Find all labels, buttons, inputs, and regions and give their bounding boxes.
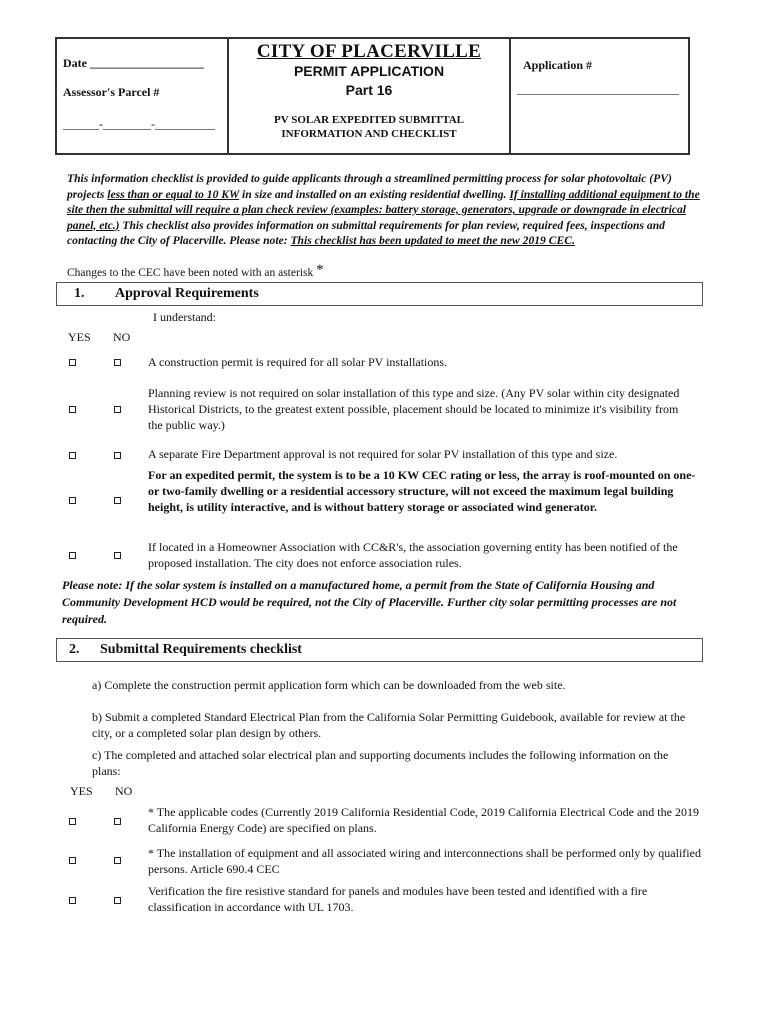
- header-title-cell: [229, 39, 511, 153]
- date-field[interactable]: Date ___________________: [63, 56, 204, 70]
- checklist-item-3: Verification the fire resistive standard for panels and modules have been tested and identified with a fire classification in accordance with UL 1703.: [148, 884, 648, 915]
- checklist-item-2: * The installation of equipment and all associated wiring and interconnections shall be performed only by qualified persons. Article 690.4 CEC: [148, 846, 701, 877]
- i-understand-label: I understand:: [153, 310, 216, 324]
- checklist-2-no-checkbox[interactable]: [114, 857, 121, 864]
- item-4-no-checkbox[interactable]: [114, 497, 121, 504]
- submittal-item-a: a) Complete the construction permit application form which can be downloaded from the web site.: [92, 678, 566, 692]
- section-2-title: Submittal Requirements checklist: [100, 642, 302, 657]
- asterisk-note-text: Changes to the CEC have been noted with an asterisk: [67, 267, 317, 279]
- approval-item-5: If located in a Homeowner Association with CC&R's, the association governing entity has been notified of the proposed installation. The city does not enforce association rules.: [148, 540, 678, 571]
- section-2-number: 2.: [69, 642, 80, 657]
- document-subtitle: [229, 113, 509, 141]
- yes-column-label: YES: [68, 330, 91, 344]
- section-1-header: [56, 282, 703, 306]
- intro-underlined-3: This checklist has been updated to meet the new 2019 CEC.: [290, 234, 575, 247]
- checklist-3-no-checkbox[interactable]: [114, 897, 121, 904]
- item-4-yes-checkbox[interactable]: [69, 497, 76, 504]
- section-2-header: [56, 638, 703, 662]
- item-2-no-checkbox[interactable]: [114, 406, 121, 413]
- permit-title: PERMIT APPLICATION: [293, 63, 445, 79]
- no-column-label: NO: [113, 330, 131, 344]
- intro-underlined-1: less than or equal to 10 KW: [107, 187, 240, 201]
- intro-text-1: This information checklist is provided to guide applicants through a streamlined permitting process for solar photovoltaic (PV) projects: [67, 172, 672, 201]
- approval-item-2: Planning review is not required on solar installation of this type and size. (Any PV solar within city designated Historical Districts, to the greatest extent possible, placement should be located to minimize it's visibility from the public way.): [148, 386, 680, 433]
- subtitle-line-2: INFORMATION AND CHECKLIST: [281, 128, 457, 140]
- part-title: Part 16: [345, 82, 393, 98]
- assessor-parcel-label: Assessor's Parcel #: [63, 85, 160, 99]
- checklist-3-yes-checkbox[interactable]: [69, 897, 76, 904]
- section-1-number: 1.: [74, 286, 85, 301]
- checklist-item-1: * The applicable codes (Currently 2019 California Residential Code, 2019 California Electrical Code and the 2019 California Energy Code) are specified on plans.: [148, 805, 699, 836]
- header-right-cell: [511, 39, 688, 153]
- approval-item-4: For an expedited permit, the system is to be a 10 KW CEC rating or less, the array is roof-mounted on one- or two-family dwelling or a residential accessory structure, will not exceed the maximum legal building height, is utility interactive, and is without battery storage or associated wind generator.: [148, 468, 696, 515]
- intro-paragraph: [67, 171, 707, 249]
- approval-item-3: A separate Fire Department approval is not required for solar PV installation of this type and size.: [148, 447, 618, 461]
- submittal-item-b: b) Submit a completed Standard Electrical Plan from the California Solar Permitting Guidebook, available for review at the city, or a completed solar plan design by others.: [92, 710, 686, 741]
- intro-text-2: in size and installed on an existing residential dwelling.: [239, 187, 510, 201]
- assessor-parcel-field[interactable]: ______-________-__________: [63, 117, 215, 131]
- subtitle-line-1: PV SOLAR EXPEDITED SUBMITTAL: [274, 114, 464, 126]
- item-2-yes-checkbox[interactable]: [69, 406, 76, 413]
- item-5-no-checkbox[interactable]: [114, 552, 121, 559]
- item-3-yes-checkbox[interactable]: [69, 452, 76, 459]
- application-number-field[interactable]: ___________________________: [517, 82, 679, 96]
- intro-text-3: This checklist also provides information on submittal requirements for plan review, required fees, inspections and contacting the City of Placerville. Please note:: [67, 218, 665, 247]
- asterisk-note: [67, 264, 324, 281]
- manufactured-home-note: Please note: If the solar system is installed on a manufactured home, a permit from the State of California Housing and Community Development HCD would be required, not the City of Placerville. Further city solar permitting processes are not required.: [62, 578, 677, 626]
- application-number-label: Application #: [523, 58, 593, 72]
- checklist-1-yes-checkbox[interactable]: [69, 818, 76, 825]
- city-title: CITY OF PLACERVILLE: [256, 41, 482, 62]
- item-5-yes-checkbox[interactable]: [69, 552, 76, 559]
- no-column-label-2: NO: [115, 784, 133, 798]
- item-1-yes-checkbox[interactable]: [69, 359, 76, 366]
- header-left-cell: [57, 39, 229, 153]
- yes-column-label-2: YES: [70, 784, 93, 798]
- section-1-title: Approval Requirements: [115, 286, 259, 301]
- intro-underlined-2: If installing additional equipment to the site then the submittal will require a plan check review (examples: battery storage, generators, upgrade or downgrade in electrical panel, etc.): [67, 187, 700, 232]
- checklist-1-no-checkbox[interactable]: [114, 818, 121, 825]
- approval-item-1: A construction permit is required for all solar PV installations.: [148, 355, 448, 369]
- header-box: [55, 37, 690, 155]
- checklist-2-yes-checkbox[interactable]: [69, 857, 76, 864]
- item-1-no-checkbox[interactable]: [114, 359, 121, 366]
- asterisk-symbol: *: [316, 262, 324, 278]
- submittal-item-c: c) The completed and attached solar electrical plan and supporting documents includes the following information on the plans:: [92, 748, 669, 779]
- item-3-no-checkbox[interactable]: [114, 452, 121, 459]
